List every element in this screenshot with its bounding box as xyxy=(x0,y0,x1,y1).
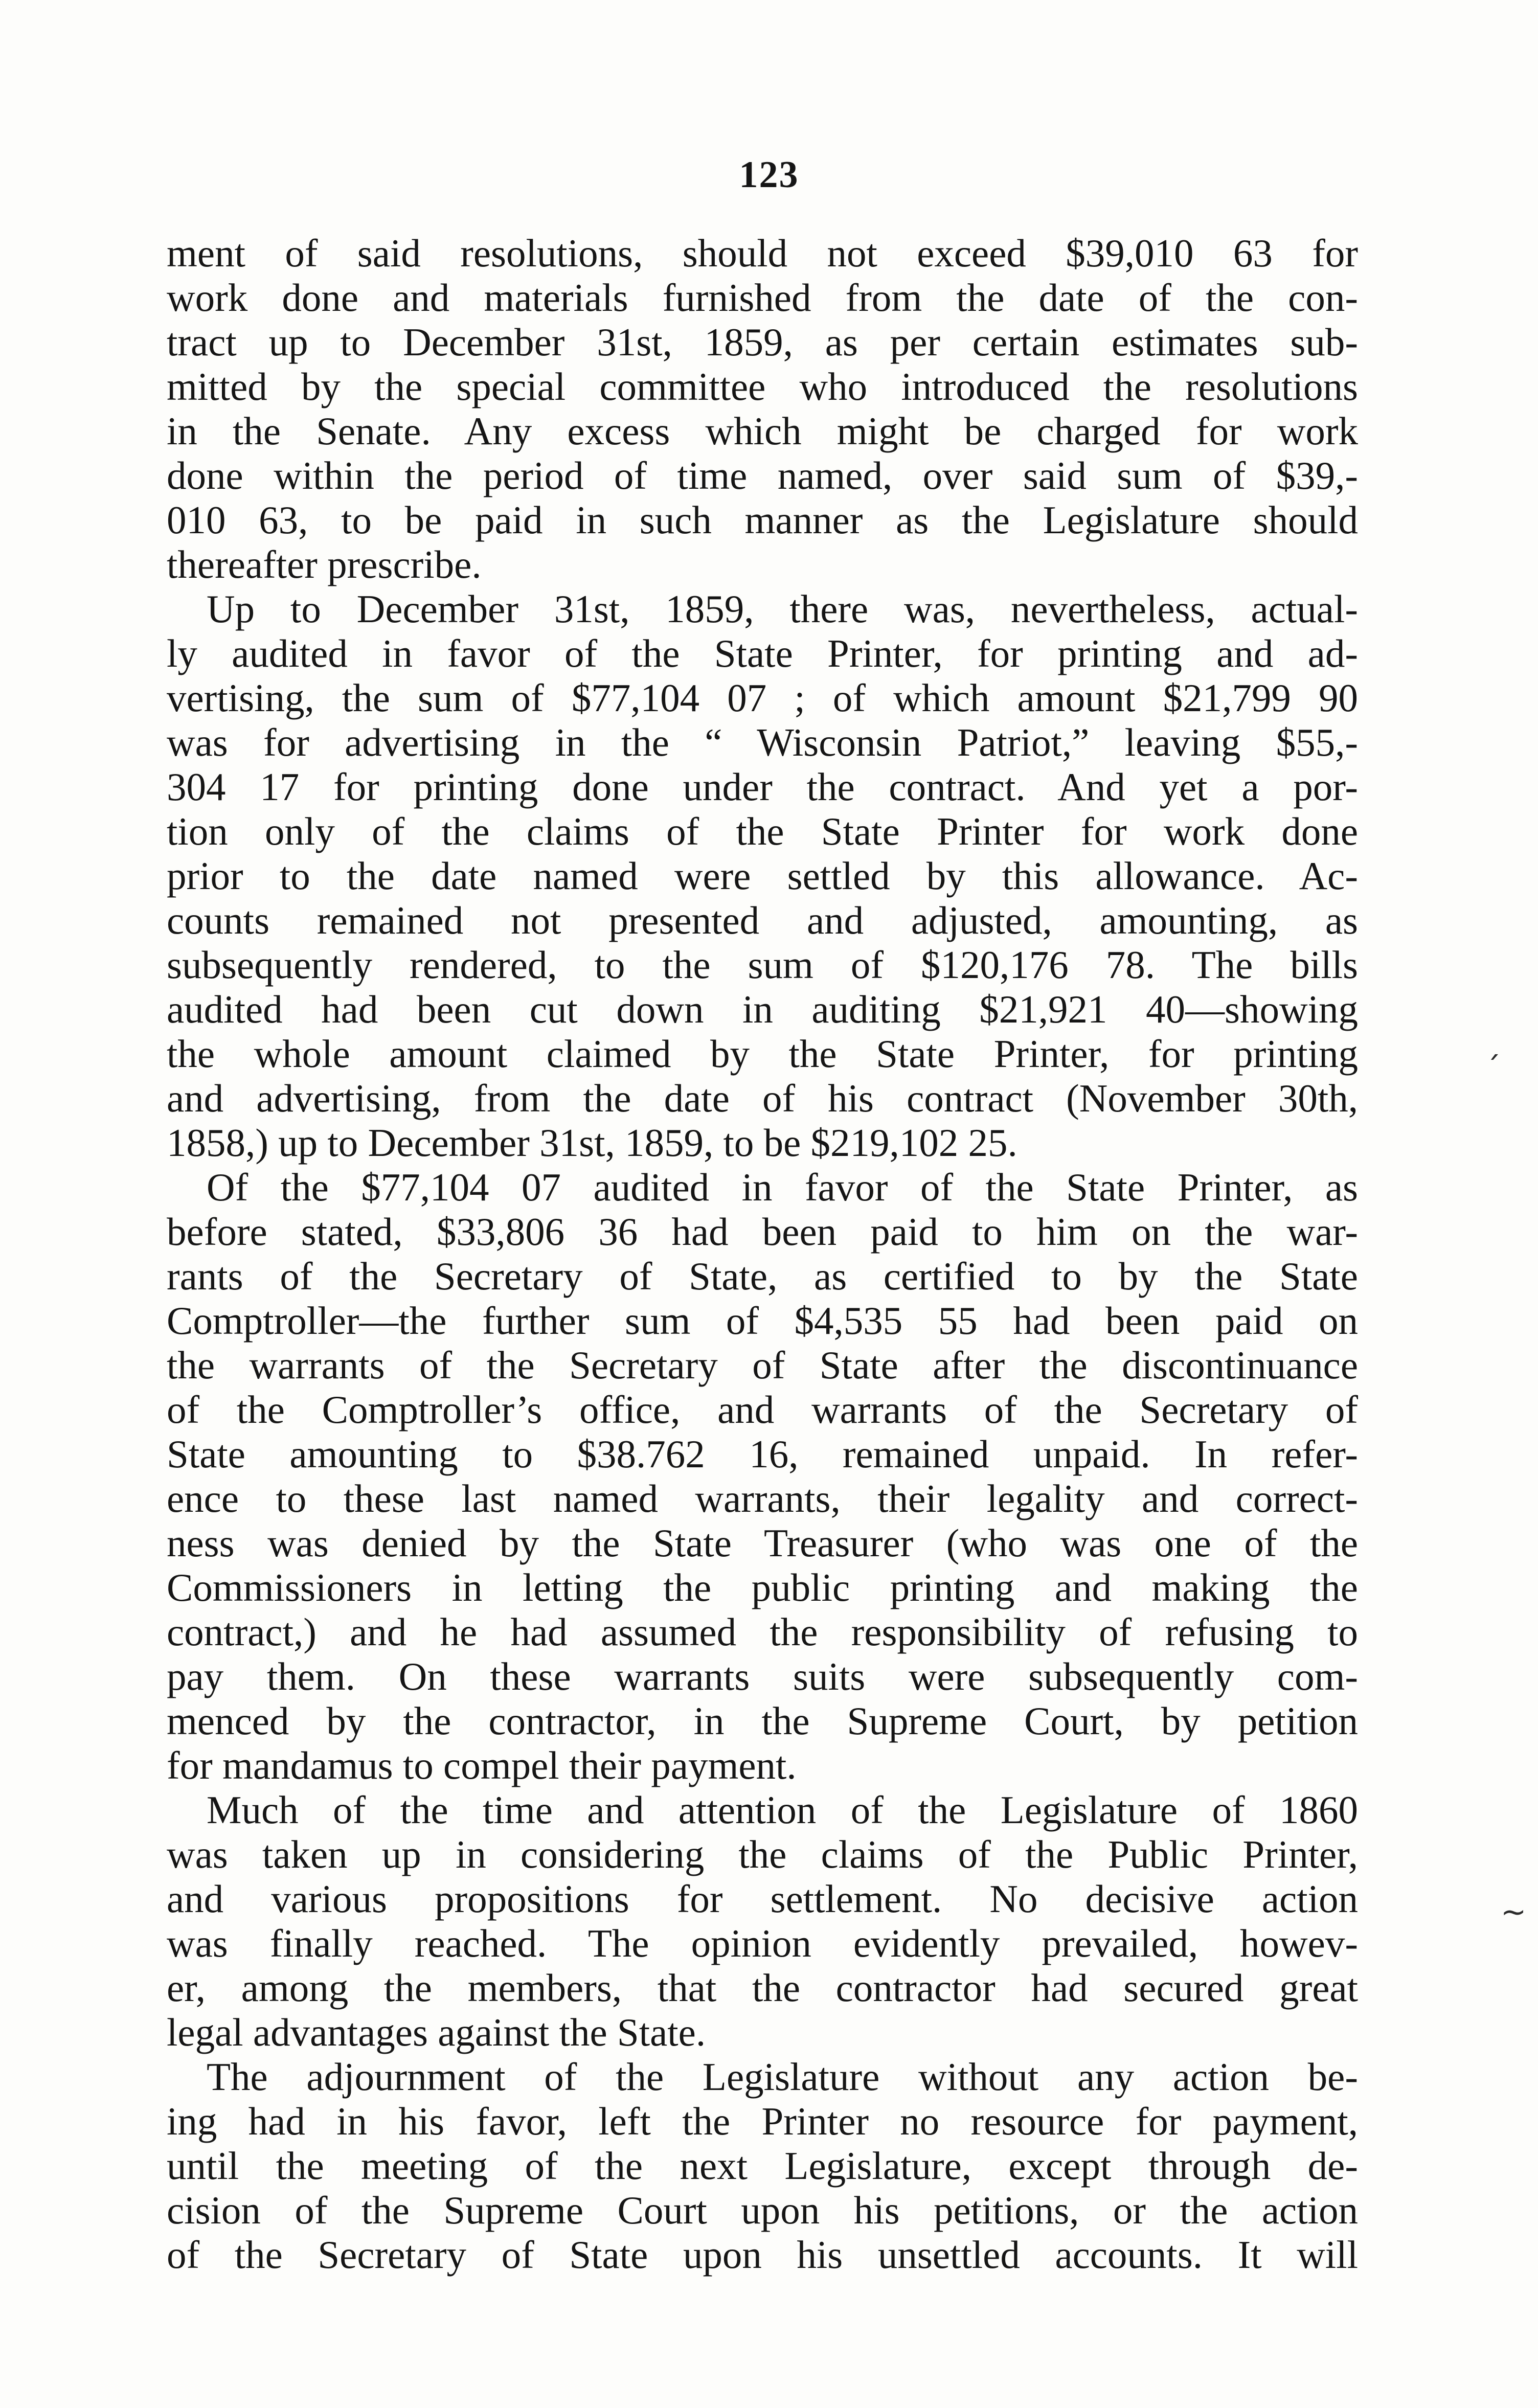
body-text xyxy=(167,231,1358,2277)
text-line: menced by the contractor, in the Supreme Court, by petition xyxy=(167,1699,1358,1743)
text-line: was finally reached. The opinion evidently prevailed, howev- xyxy=(167,1921,1358,1965)
text-line: until the meeting of the next Legislature, except through de- xyxy=(167,2144,1358,2188)
text-line: ness was denied by the State Treasurer (who was one of the xyxy=(167,1521,1358,1565)
margin-tick-mark: ˊ xyxy=(1485,1051,1501,1086)
text-line: pay them. On these warrants suits were subsequently com- xyxy=(167,1654,1358,1698)
paragraph-1 xyxy=(167,231,1358,587)
text-line: and various propositions for settlement. No decisive action xyxy=(167,1877,1358,1921)
text-line: was for advertising in the “ Wisconsin Patriot,” leaving $55,- xyxy=(167,720,1358,764)
text-line: Comptroller—the further sum of $4,535 55 had been paid on xyxy=(167,1299,1358,1343)
text-line: rants of the Secretary of State, as certified to by the State xyxy=(167,1254,1358,1298)
text-line: ing had in his favor, left the Printer no resource for payment, xyxy=(167,2099,1358,2143)
text-line: ment of said resolutions, should not exceed $39,010 63 for xyxy=(167,231,1358,275)
text-line: mitted by the special committee who introduced the resolutions xyxy=(167,365,1358,408)
text-line: Up to December 31st, 1859, there was, nevertheless, actual- xyxy=(207,587,1358,631)
text-line: cision of the Supreme Court upon his petitions, or the action xyxy=(167,2188,1358,2232)
text-line: audited had been cut down in auditing $21,921 40—showing xyxy=(167,987,1358,1031)
text-line: Of the $77,104 07 audited in favor of the State Printer, as xyxy=(207,1165,1358,1209)
text-line: counts remained not presented and adjusted, amounting, as xyxy=(167,898,1358,942)
text-line: ence to these last named warrants, their legality and correct- xyxy=(167,1476,1358,1520)
text-line: before stated, $33,806 36 had been paid to him on the war- xyxy=(167,1210,1358,1254)
text-line: and advertising, from the date of his contract (November 30th, xyxy=(167,1076,1358,1120)
text-line: in the Senate. Any excess which might be charged for work xyxy=(167,409,1358,453)
text-line: done within the period of time named, over said sum of $39,- xyxy=(167,453,1358,497)
text-line: of the Secretary of State upon his unsettled accounts. It will xyxy=(167,2233,1358,2277)
text-line: was taken up in considering the claims of the Public Printer, xyxy=(167,1832,1358,1876)
text-line: the whole amount claimed by the State Printer, for printing xyxy=(167,1032,1358,1076)
text-line: prior to the date named were settled by this allowance. Ac- xyxy=(167,854,1358,898)
text-line: work done and materials furnished from the date of the con- xyxy=(167,276,1358,320)
text-line: of the Comptroller’s office, and warrants of the Secretary of xyxy=(167,1388,1358,1432)
text-line: tion only of the claims of the State Printer for work done xyxy=(167,809,1358,853)
text-line: The adjournment of the Legislature without any action be- xyxy=(207,2055,1358,2099)
paragraph-5 xyxy=(167,2055,1358,2277)
text-line: 010 63, to be paid in such manner as the Legislature should xyxy=(167,498,1358,542)
text-line: vertising, the sum of $77,104 07 ; of which amount $21,799 90 xyxy=(167,676,1358,720)
text-line: 1858,) up to December 31st, 1859, to be $219,102 25. xyxy=(167,1121,1017,1165)
text-line: State amounting to $38.762 16, remained unpaid. In refer- xyxy=(167,1432,1358,1476)
text-line: tract up to December 31st, 1859, as per certain estimates sub- xyxy=(167,320,1358,364)
margin-dash-mark: ~ xyxy=(1501,1894,1527,1930)
text-line: for mandamus to compel their payment. xyxy=(167,1743,797,1787)
paragraph-2 xyxy=(167,587,1358,1165)
page-number: 123 xyxy=(739,154,799,196)
text-line: er, among the members, that the contractor had secured great xyxy=(167,1966,1358,2010)
text-line: Much of the time and attention of the Legislature of 1860 xyxy=(207,1788,1358,1832)
text-line: ly audited in favor of the State Printer, for printing and ad- xyxy=(167,631,1358,675)
paragraph-3 xyxy=(167,1165,1358,1788)
text-line: contract,) and he had assumed the responsibility of refusing to xyxy=(167,1610,1358,1654)
text-line: Commissioners in letting the public printing and making the xyxy=(167,1565,1358,1609)
paragraph-4 xyxy=(167,1788,1358,2055)
text-line: 304 17 for printing done under the contract. And yet a por- xyxy=(167,765,1358,809)
text-line: thereafter prescribe. xyxy=(167,542,482,586)
text-line: subsequently rendered, to the sum of $120,176 78. The bills xyxy=(167,943,1358,987)
text-line: the warrants of the Secretary of State after the discontinuance xyxy=(167,1343,1358,1387)
text-line: legal advantages against the State. xyxy=(167,2010,706,2054)
